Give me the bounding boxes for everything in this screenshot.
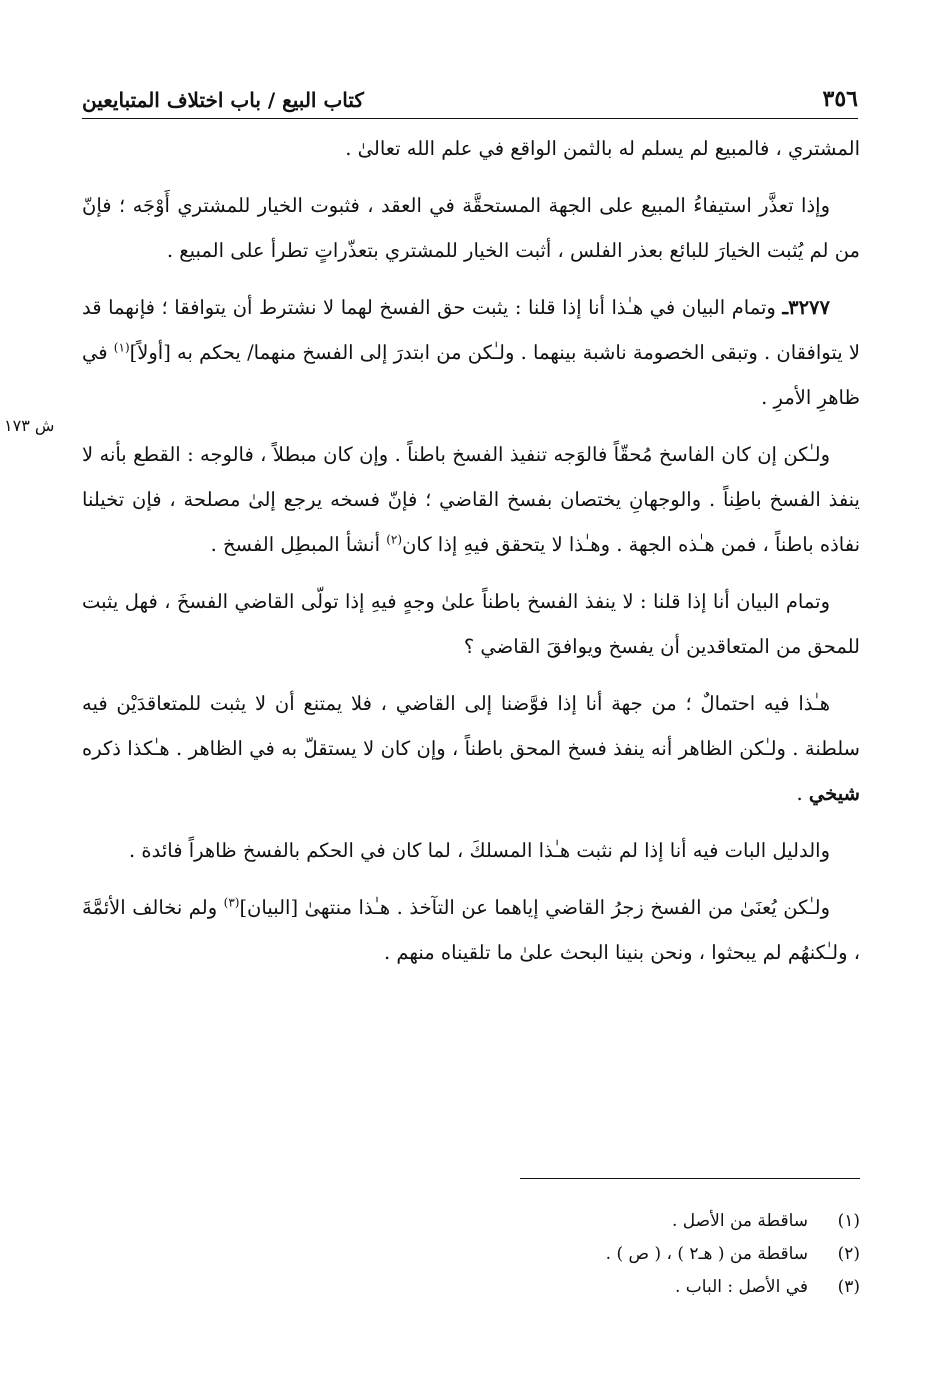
paragraph-8-text-a: ولـٰكن يُعنَىٰ من الفسخ زجرُ القاضي إياهما عن التآخذ . هـٰذا منتهىٰ [البيان] (239, 896, 830, 919)
paragraph-8 (82, 885, 860, 975)
footnote-number: (٣) (837, 1277, 860, 1297)
paragraph-4 (82, 432, 860, 567)
paragraph-2: وإذا تعذَّر استيفاءُ المبيع على الجهة المستحقَّة في العقد ، فثبوت الخيار للمشتري أَوْجَه ؛ فإنّ من لم يُثبت الخيارَ للبائع بعذر الفلس ، أثبت الخيار للمشتري بتعذّراتٍ تطرأ على المبيع . (82, 194, 860, 262)
footnote-divider (520, 1178, 860, 1179)
footnote-ref-3[interactable]: (٣) (223, 895, 240, 910)
paragraph-5: وتمام البيان أنا إذا قلنا : لا ينفذ الفسخ باطناً علىٰ وجهٍ فيهِ إذا تولّى القاضي الفسخَ ، فهل يثبت للمحق من المتعاقدين أن يفسخ ويوافقَ القاضي ؟ (82, 590, 860, 658)
footnote-3 (82, 1271, 860, 1304)
main-text (82, 126, 860, 987)
paragraph-8-text-b: ولم نخالف الأئمَّةَ ، ولـٰكنهُم لم يبحثوا ، ونحن بنينا البحث علىٰ ما تلقيناه منهم . (82, 896, 860, 964)
footnote-1 (82, 1205, 860, 1238)
paragraph-7: والدليل البات فيه أنا إذا لم نثبت هـٰذا المسلكَ ، لما كان في الحكم بالفسخ ظاهراً فائدة . (128, 839, 830, 862)
margin-manuscript-ref: ش ١٧٣ (4, 416, 55, 435)
paragraph-4-text-b: أنشأ المبطِل الفسخ . (210, 533, 387, 556)
paragraph-6-bold: شيخي (808, 782, 860, 805)
paragraph-6 (82, 681, 860, 816)
paragraph-3-text-b: في ظاهرِ الأمرِ . (82, 341, 860, 409)
footnote-number: (١) (837, 1211, 860, 1231)
paragraph-1: المشتري ، فالمبيع لم يسلم له بالثمن الواقع في علم الله تعالىٰ . (345, 137, 860, 160)
footnote-ref-2[interactable]: (٢) (386, 532, 403, 547)
footnotes (82, 1205, 860, 1304)
section-number: ٣٢٧٧ـ (782, 296, 830, 319)
page-header (82, 80, 858, 119)
paragraph-3 (82, 285, 860, 420)
page-number: ٣٥٦ (822, 86, 858, 112)
footnote-text: في الأصل : الباب . (675, 1277, 808, 1297)
footnote-text: ساقطة من ( هـ٢ ) ، ( ص ) . (605, 1244, 808, 1264)
running-title: كتاب البيع / باب اختلاف المتبايعين (82, 88, 364, 112)
footnote-number: (٢) (837, 1244, 860, 1264)
footnote-2 (82, 1238, 860, 1271)
footnote-text: ساقطة من الأصل . (672, 1211, 808, 1231)
paragraph-6-text-b: . (796, 782, 809, 805)
paragraph-4-text-a: ولـٰكن إن كان الفاسخ مُحقّاً فالوَجه تنفيذ الفسخ باطناً . وإن كان مبطلاً ، فالوجه : القطع بأنه لا ينفذ الفسخ باطِناً . والوجهانِ يختصان بفسخ القاضي ؛ فإنّ فسخه يرجع إلىٰ مصلحة ، فإن تخيلنا نفاذه باطناً ، فمن هـٰذه الجهة . وهـٰذا لا يتحقق فيهِ إذا كان (82, 443, 860, 556)
footnote-ref-1[interactable]: (١) (113, 340, 130, 355)
paragraph-3-text-a: وتمام البيان في هـٰذا أنا إذا قلنا : يثبت حق الفسخ لهما لا نشترط أن يتوافقا ؛ فإنهما قد لا يتوافقان . وتبقى الخصومة ناشبة بينهما . ولـٰكن من ابتدرَ إلى الفسخ منهما/ يحكم به [أولاً] (82, 296, 861, 364)
paragraph-6-text-a: هـٰذا فيه احتمالٌ ؛ من جهة أنا إذا فوَّضنا إلى القاضي ، فلا يمتنع أن لا يثبت للمتعاقدَيْن فيه سلطنة . ولـٰكن الظاهر أنه ينفذ فسخ المحق باطناً ، وإن كان لا يستقلّ به في الظاهر . هـٰكذا ذكره (82, 692, 860, 760)
